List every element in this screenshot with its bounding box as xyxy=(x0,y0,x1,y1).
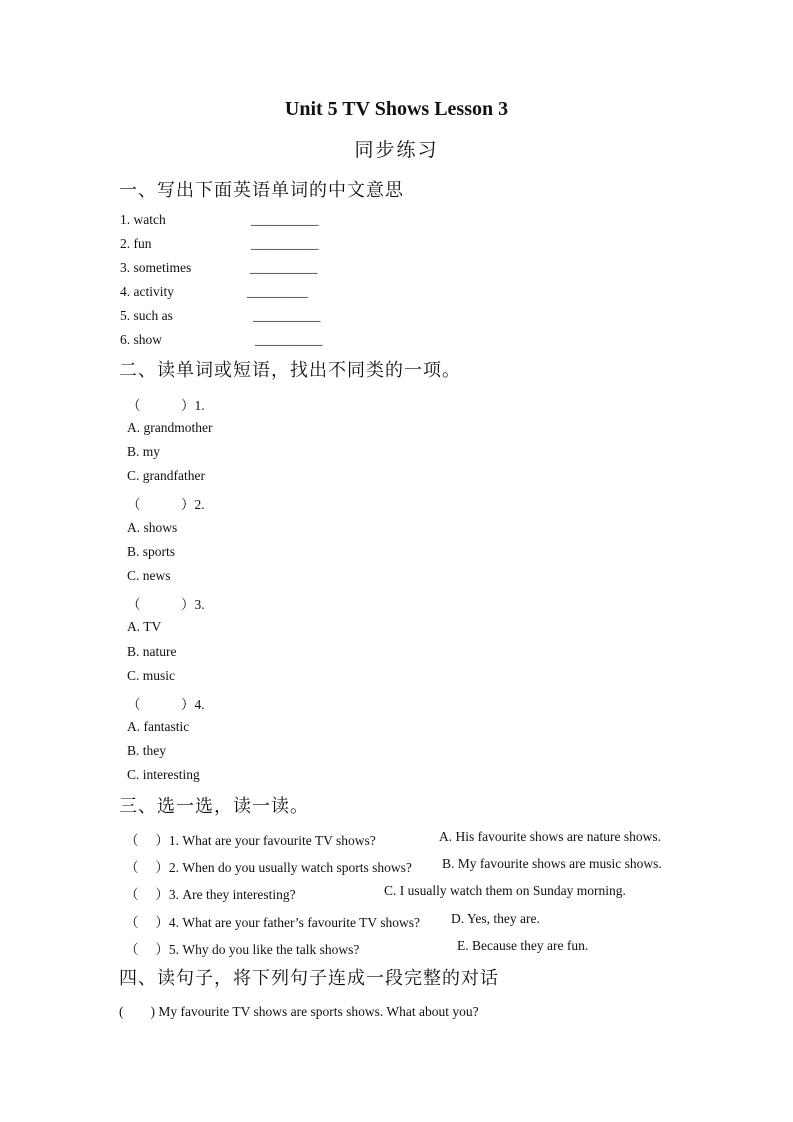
answer-blank[interactable]: __________ xyxy=(251,236,319,251)
match-question: （ ）3. Are they interesting? xyxy=(125,887,296,902)
option: B. nature xyxy=(127,644,177,659)
page-title: Unit 5 TV Shows Lesson 3 xyxy=(284,98,509,120)
section-2-heading: 二、读单词或短语，找出不同类的一项。 xyxy=(119,360,461,381)
section-4-heading: 四、读句子，将下列句子连成一段完整的对话 xyxy=(119,968,499,989)
option: B. they xyxy=(127,743,166,758)
match-question: （ ）2. When do you usually watch sports shows? xyxy=(125,860,412,875)
question-stem: （ ）3. xyxy=(127,597,205,612)
option: B. my xyxy=(127,444,161,459)
match-answer: E. Because they are fun. xyxy=(457,938,589,953)
section-1-heading: 一、写出下面英语单词的中文意思 xyxy=(119,180,404,201)
match-answer: A. His favourite shows are nature shows. xyxy=(439,829,661,844)
answer-blank[interactable]: __________ xyxy=(251,212,319,227)
match-answer: D. Yes, they are. xyxy=(451,911,540,926)
option: A. TV xyxy=(127,619,162,634)
option: C. news xyxy=(127,568,171,583)
page-subtitle: 同步练习 xyxy=(354,139,439,161)
match-question: （ ）5. Why do you like the talk shows? xyxy=(125,942,360,957)
vocab-item-label: 2. fun xyxy=(120,236,152,251)
match-answer: C. I usually watch them on Sunday morning. xyxy=(384,883,626,898)
option: B. sports xyxy=(127,544,176,559)
vocab-item-label: 3. sometimes xyxy=(120,260,192,275)
vocab-item-label: 1. watch xyxy=(120,212,166,227)
vocab-item-label: 4. activity xyxy=(120,284,174,299)
option: A. fantastic xyxy=(127,719,190,734)
option: C. grandfather xyxy=(127,468,205,483)
question-stem: （ ）1. xyxy=(127,398,205,413)
answer-blank[interactable]: __________ xyxy=(250,260,318,275)
option: C. interesting xyxy=(127,767,200,782)
match-question: （ ）1. What are your favourite TV shows? xyxy=(125,833,376,848)
section-3-heading: 三、选一选，读一读。 xyxy=(119,796,309,817)
match-question: （ ）4. What are your father’s favourite TV shows? xyxy=(125,915,421,930)
answer-blank[interactable]: _________ xyxy=(247,284,308,299)
question-stem: （ ）4. xyxy=(127,697,205,712)
option: A. grandmother xyxy=(127,420,213,435)
vocab-item-label: 6. show xyxy=(120,332,163,347)
answer-blank[interactable]: __________ xyxy=(253,308,321,323)
vocab-item-label: 5. such as xyxy=(120,308,173,323)
option: C. music xyxy=(127,668,176,683)
question-stem: （ ）2. xyxy=(127,497,205,512)
dialogue-line: ( ) My favourite TV shows are sports shows. What about you? xyxy=(119,1004,479,1019)
answer-blank[interactable]: __________ xyxy=(255,332,323,347)
option: A. shows xyxy=(127,520,178,535)
match-answer: B. My favourite shows are music shows. xyxy=(442,856,662,871)
